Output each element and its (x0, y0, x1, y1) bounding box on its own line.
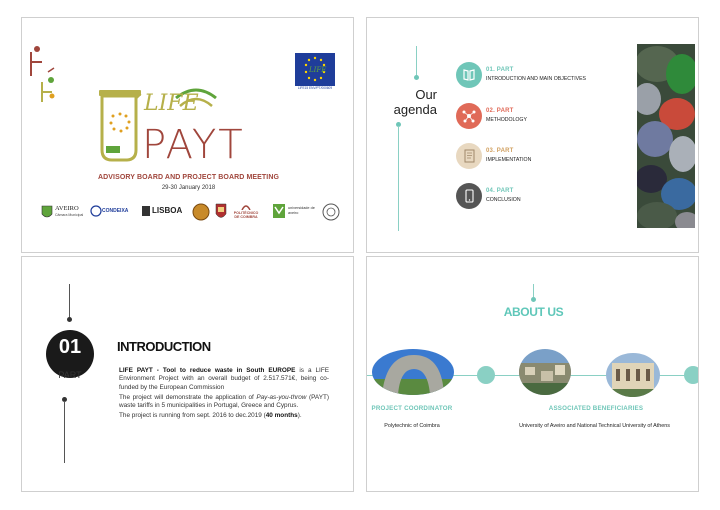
book-icon (456, 62, 482, 88)
agenda-title-line2: agenda (393, 102, 437, 117)
partner-ua: universidade de aveiro (288, 206, 315, 215)
eu-logo-text: LIFE (309, 66, 327, 74)
beneficiary-photo-1 (519, 349, 571, 395)
intro-para-2 (119, 394, 329, 411)
about-connector-circle-1 (477, 366, 495, 384)
partner-lisboa: LISBOA (152, 206, 183, 215)
intro-para-3-bold: 40 months (265, 412, 298, 420)
leaf-figures-icon (26, 40, 56, 110)
about-title: ABOUT US (503, 305, 564, 319)
ntua-seal-icon (322, 202, 340, 222)
politecnico-logo-icon (241, 202, 251, 210)
intro-para-3-text-b: ). (297, 412, 302, 420)
network-icon (456, 103, 482, 129)
agenda-label-3: IMPLEMENTATION (486, 157, 532, 163)
timeline-line-bottom (398, 126, 399, 231)
timeline-line-top (416, 46, 417, 76)
phone-icon (456, 183, 482, 209)
timeline-dot-top (414, 75, 419, 80)
meeting-date: 29-30 January 2018 (161, 185, 216, 191)
intro-para-2-text-a: The project will demonstrate the application of (119, 393, 257, 401)
intro-para-2-italic: Pay-as-you-throw (256, 393, 307, 401)
life-payt-logo (96, 68, 276, 168)
coordinator-photo (372, 349, 454, 395)
lisboa-logo-icon (141, 205, 151, 217)
partner-politecnico: POLITÉCNICO DE COIMBRA (233, 211, 259, 220)
partner-condeixa: CONDEIXA (102, 208, 129, 214)
partner-logos (40, 202, 340, 224)
beneficiary-photo-2 (606, 353, 660, 397)
part-label: PART (58, 370, 82, 380)
slide-introduction[interactable] (21, 256, 354, 492)
part-number: 01 (58, 336, 82, 358)
agenda-part-2: 02. PART (486, 108, 514, 114)
municipality-seal-icon (192, 202, 210, 222)
agenda-item-1[interactable] (456, 62, 636, 88)
slide-about-us[interactable] (366, 256, 699, 492)
agenda-label-4: CONCLUSION (486, 197, 521, 203)
intro-para-1 (119, 367, 329, 392)
intro-para-3 (119, 412, 329, 420)
coordinator-role: PROJECT COORDINATOR (371, 405, 453, 412)
intro-para-3-text-a: The project is running from sept. 2016 to dec.2019 ( (119, 412, 266, 420)
intro-body (119, 367, 329, 422)
intro-title: INTRODUCTION (117, 339, 211, 354)
agenda-item-4[interactable] (456, 183, 636, 209)
slide-title[interactable] (21, 17, 354, 253)
meeting-subtitle: ADVISORY BOARD AND PROJECT BOARD MEETING (97, 174, 280, 181)
about-dot (531, 297, 536, 302)
beneficiaries-names: University of Aveiro and National Technical University of Athens (519, 423, 670, 429)
agenda-part-1: 01. PART (486, 67, 514, 73)
slide-agenda[interactable] (366, 17, 699, 253)
about-line (533, 284, 534, 297)
agenda-item-2[interactable] (456, 103, 636, 129)
eu-life-logo (295, 53, 335, 86)
intro-para-2-text-b: (PAYT) waste tariffs in 5 municipalities in Portugal, Greece and Cyprus. (119, 393, 329, 410)
agenda-part-3: 03. PART (486, 148, 514, 154)
agenda-circle-1 (456, 62, 482, 88)
eu-caption: LIFE15 ENV/PT/000609 (297, 86, 333, 90)
agenda-title-line1: Our (415, 87, 437, 102)
waste-bags-photo (637, 44, 695, 228)
intro-line-top (69, 284, 70, 318)
intro-para-1-text: is a LIFE Environment Project with an overall budget of 2.517.571€, being co-funded by the European Commission (119, 367, 329, 391)
agenda-title (385, 87, 437, 117)
agenda-circle-4 (456, 183, 482, 209)
condeixa-logo-icon (90, 204, 102, 218)
intro-para-1-bold: LIFE PAYT - Tool to reduce waste in South EUROPE (119, 367, 296, 374)
aveiro-logo-icon (40, 204, 54, 220)
partner-aveiro: AVEIRO (55, 205, 79, 212)
agenda-circle-3 (456, 143, 482, 169)
logo-payt-text: PAYT (142, 122, 245, 168)
document-icon (456, 143, 482, 169)
agenda-part-4: 04. PART (486, 188, 514, 194)
agenda-circle-2 (456, 103, 482, 129)
intro-line-bottom (64, 401, 65, 463)
about-connector-circle-2 (684, 366, 699, 384)
ua-logo-icon (272, 203, 286, 219)
partner-aveiro-sub: Câmara Municipal (55, 213, 84, 217)
municipality-shield-icon (215, 202, 227, 222)
agenda-label-2: METHODOLOGY (486, 117, 527, 123)
agenda-label-1: INTRODUCTION AND MAIN OBJECTIVES (486, 76, 587, 82)
coordinator-name: Polytechnic of Coimbra (384, 423, 440, 429)
beneficiaries-role: ASSOCIATED BENEFICIARIES (548, 405, 644, 412)
agenda-item-3[interactable] (456, 143, 636, 169)
intro-dot-top (67, 317, 72, 322)
logo-life-text: LIFE (144, 91, 199, 116)
